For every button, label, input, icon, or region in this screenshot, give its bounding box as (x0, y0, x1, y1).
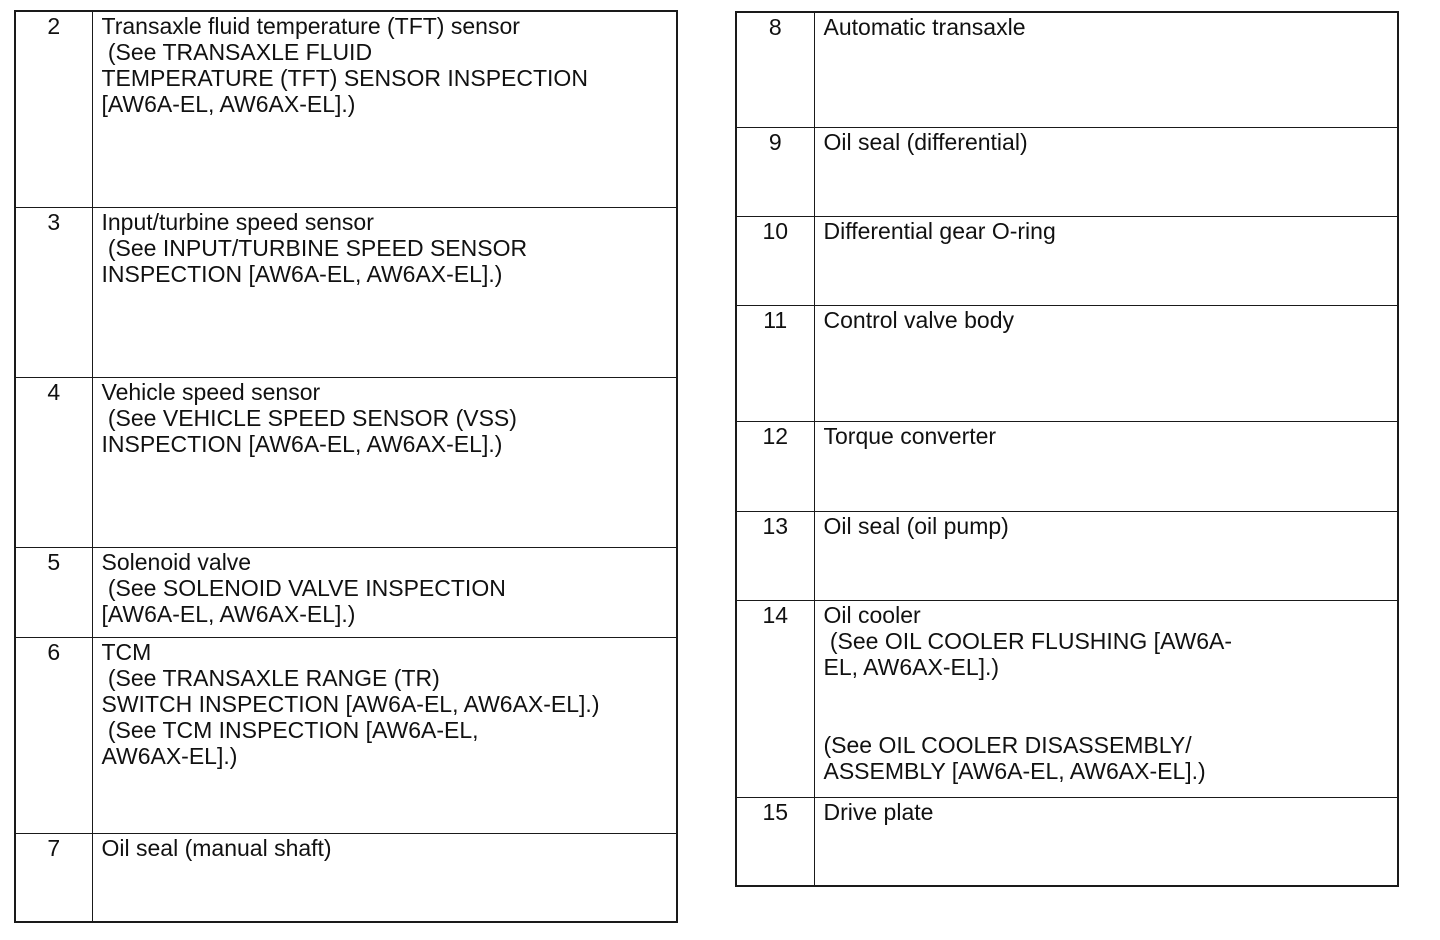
table-row (15, 547, 677, 637)
desc-line: AW6AX-EL].) (101, 742, 238, 769)
table-row (736, 12, 1398, 127)
table-row (15, 207, 677, 377)
item-description (814, 12, 1398, 127)
item-description (92, 637, 677, 833)
table-row (736, 600, 1398, 797)
item-number: 12 (736, 421, 814, 511)
table-row (736, 511, 1398, 600)
item-description (814, 421, 1398, 511)
table-row (736, 305, 1398, 421)
desc-line: TCM (101, 638, 152, 665)
desc-line: Drive plate (823, 798, 934, 825)
desc-line: (See OIL COOLER DISASSEMBLY/ (823, 731, 1192, 758)
desc-line: [AW6A-EL, AW6AX-EL].) (101, 91, 356, 117)
item-description (814, 127, 1398, 216)
desc-line: Oil cooler (823, 601, 921, 628)
item-description (814, 216, 1398, 305)
desc-line: EL, AW6AX-EL].) (823, 653, 1000, 680)
desc-line: Torque converter (823, 422, 997, 449)
item-description (92, 377, 677, 547)
item-description (814, 511, 1398, 600)
item-description (92, 11, 677, 207)
item-number: 15 (736, 797, 814, 886)
desc-line: Oil seal (manual shaft) (101, 834, 332, 861)
item-number: 7 (15, 833, 92, 922)
desc-line: TEMPERATURE (TFT) SENSOR INSPECTION (101, 65, 588, 91)
desc-line: Solenoid valve (101, 548, 252, 575)
desc-line: Input/turbine speed sensor (101, 208, 374, 235)
desc-line: Transaxle fluid temperature (TFT) sensor (101, 13, 520, 39)
desc-line: Oil seal (differential) (823, 128, 1028, 155)
item-number: 5 (15, 547, 92, 637)
desc-line: Vehicle speed sensor (101, 378, 321, 405)
desc-line: (See VEHICLE SPEED SENSOR (VSS) (101, 404, 517, 431)
desc-line (824, 680, 1394, 706)
item-description (814, 600, 1398, 797)
item-number: 9 (736, 127, 814, 216)
table-row (736, 127, 1398, 216)
item-description (92, 547, 677, 637)
item-number: 2 (15, 11, 92, 207)
desc-line: ASSEMBLY [AW6A-EL, AW6AX-EL].) (823, 757, 1206, 784)
desc-line: Control valve body (823, 306, 1014, 333)
table-row (736, 797, 1398, 886)
item-description (92, 833, 677, 922)
item-number: 6 (15, 637, 92, 833)
item-number: 11 (736, 305, 814, 421)
item-description (814, 305, 1398, 421)
right-parts-table (735, 11, 1399, 887)
table-row (15, 377, 677, 547)
table-row (15, 11, 677, 207)
item-description (92, 207, 677, 377)
item-number: 4 (15, 377, 92, 547)
item-number: 13 (736, 511, 814, 600)
item-number: 10 (736, 216, 814, 305)
table-row (736, 216, 1398, 305)
table-row (15, 637, 677, 833)
desc-line: SWITCH INSPECTION [AW6A-EL, AW6AX-EL].) (101, 690, 600, 717)
desc-line: INSPECTION [AW6A-EL, AW6AX-EL].) (101, 430, 503, 457)
desc-line (824, 706, 1394, 732)
item-description (814, 797, 1398, 886)
table-row (736, 421, 1398, 511)
desc-line: (See TRANSAXLE FLUID (101, 39, 373, 65)
desc-line: (See SOLENOID VALVE INSPECTION (101, 574, 506, 601)
table-row (15, 833, 677, 922)
desc-line: Differential gear O-ring (823, 217, 1056, 244)
item-number: 3 (15, 207, 92, 377)
desc-line: (See INPUT/TURBINE SPEED SENSOR (101, 234, 528, 261)
desc-line: (See TCM INSPECTION [AW6A-EL, (101, 716, 479, 743)
desc-line: Automatic transaxle (823, 14, 1026, 40)
desc-line: [AW6A-EL, AW6AX-EL].) (101, 600, 356, 627)
desc-line: Oil seal (oil pump) (823, 512, 1009, 539)
item-number: 8 (736, 12, 814, 127)
item-number: 14 (736, 600, 814, 797)
left-parts-table (14, 10, 678, 923)
desc-line: (See TRANSAXLE RANGE (TR) (101, 664, 440, 691)
desc-line: (See OIL COOLER FLUSHING [AW6A- (823, 627, 1233, 654)
desc-line: INSPECTION [AW6A-EL, AW6AX-EL].) (101, 260, 503, 287)
